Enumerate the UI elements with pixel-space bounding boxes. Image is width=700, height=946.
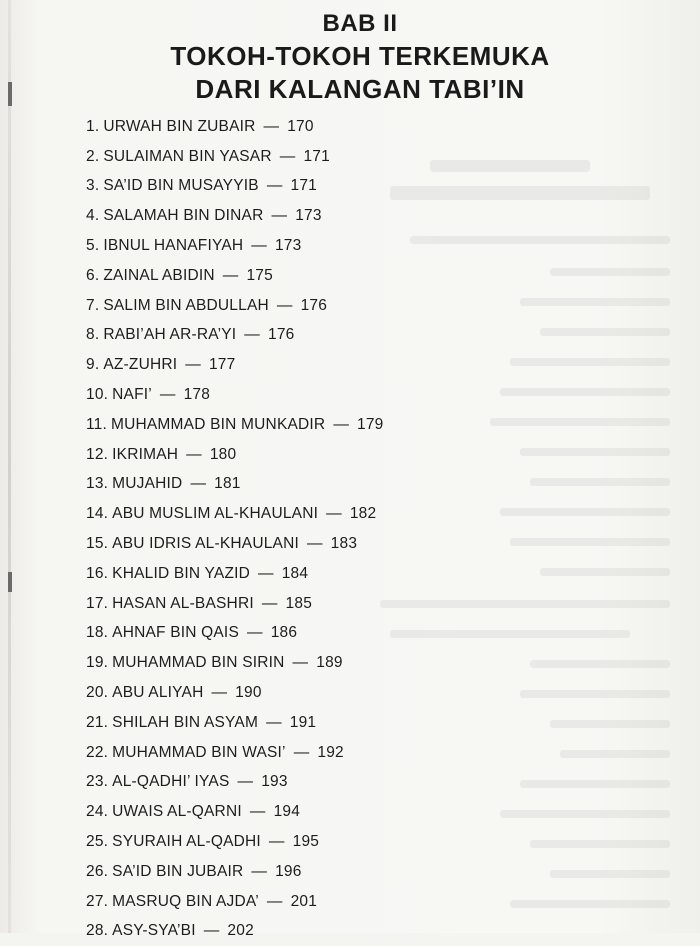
- toc-entry-page: 189: [316, 654, 343, 672]
- toc-entry: [86, 172, 646, 202]
- toc-entry: [86, 321, 646, 351]
- toc-entry-number: 3.: [86, 177, 100, 195]
- toc-entry-name: UWAIS AL-QARNI: [112, 803, 242, 821]
- toc-entry-name: KHALID BIN YAZID: [112, 564, 251, 582]
- toc-entry-number: 28.: [86, 922, 109, 940]
- toc-entry-name: SA’ID BIN MUSAYYIB: [103, 177, 259, 195]
- toc-entry-number: 19.: [86, 654, 109, 672]
- toc-entry-number: 22.: [86, 743, 109, 761]
- toc-entry-number: 13.: [86, 475, 109, 493]
- toc-entry-number: 18.: [86, 624, 109, 642]
- toc-entry: [86, 768, 646, 798]
- toc-entry: [86, 887, 646, 917]
- toc-entry: [86, 261, 646, 291]
- toc-entry-page: 171: [303, 147, 330, 165]
- toc-entry-separator: —: [211, 684, 228, 702]
- toc-entry-separator: —: [271, 207, 288, 225]
- table-of-contents: [86, 112, 646, 946]
- toc-entry: [86, 231, 646, 261]
- toc-entry-separator: —: [186, 445, 202, 463]
- toc-entry-separator: —: [266, 713, 282, 731]
- toc-entry-number: 1.: [86, 117, 100, 135]
- toc-entry-page: 192: [317, 743, 344, 761]
- toc-entry: [86, 827, 646, 857]
- toc-entry-page: 190: [235, 684, 262, 702]
- toc-entry-separator: —: [190, 475, 207, 493]
- margin-mark: [8, 82, 12, 106]
- toc-entry-page: 195: [292, 833, 320, 851]
- toc-entry-name: ABU MUSLIM AL-KHAULANI: [112, 505, 319, 523]
- toc-entry-separator: —: [266, 177, 283, 195]
- toc-entry-page: 194: [273, 803, 301, 821]
- toc-entry-number: 7.: [86, 296, 100, 314]
- toc-entry-page: 196: [275, 862, 302, 880]
- toc-entry: [86, 410, 646, 440]
- toc-entry-page: 185: [285, 594, 313, 612]
- toc-entry-page: 173: [274, 237, 302, 255]
- toc-entry-name: HASAN AL-BASHRI: [112, 594, 254, 612]
- chapter-title-line-2: DARI KALANGAN TABI’IN: [195, 74, 525, 104]
- toc-entry-name: SHILAH BIN ASYAM: [112, 713, 259, 731]
- toc-entry-page: 186: [270, 624, 298, 642]
- toc-entry-page: 176: [268, 326, 295, 344]
- toc-entry-separator: —: [293, 743, 310, 761]
- toc-entry-name: MUJAHID: [112, 475, 183, 493]
- toc-entry-name: MUHAMMAD BIN WASI’: [112, 743, 286, 761]
- toc-entry-number: 23.: [86, 773, 109, 791]
- toc-entry-page: 170: [287, 117, 314, 135]
- toc-entry-page: 180: [209, 445, 237, 463]
- toc-entry-name: SA’ID BIN JUBAIR: [112, 862, 244, 880]
- toc-entry-number: 21.: [86, 713, 109, 731]
- toc-entry-name: IKRIMAH: [112, 445, 179, 463]
- toc-entry: [86, 291, 646, 321]
- toc-entry: [86, 708, 646, 738]
- toc-entry: [86, 738, 646, 768]
- toc-entry-name: SALAMAH BIN DINAR: [103, 207, 264, 225]
- toc-entry-name: ZAINAL ABIDIN: [103, 266, 215, 284]
- toc-entry: [86, 142, 646, 172]
- toc-entry-name: MUHAMMAD BIN MUNKADIR: [111, 415, 326, 433]
- toc-entry: [86, 619, 646, 649]
- toc-entry-name: AZ-ZUHRI: [103, 356, 178, 374]
- toc-entry-page: 193: [261, 773, 288, 791]
- toc-entry: [86, 678, 646, 708]
- toc-entry: [86, 112, 646, 142]
- chapter-title-line-1: TOKOH-TOKOH TERKEMUKA: [170, 41, 550, 71]
- toc-entry: [86, 380, 646, 410]
- toc-entry-page: 191: [289, 713, 317, 731]
- toc-entry: [86, 499, 646, 529]
- toc-entry-separator: —: [222, 266, 239, 284]
- toc-entry-name: SALIM BIN ABDULLAH: [103, 296, 269, 314]
- toc-entry-separator: —: [249, 803, 266, 821]
- toc-entry-name: ABU IDRIS AL-KHAULANI: [112, 535, 299, 553]
- toc-entry-separator: —: [159, 386, 176, 404]
- toc-entry-separator: —: [237, 773, 254, 791]
- toc-entry: [86, 529, 646, 559]
- toc-entry-separator: —: [279, 147, 296, 165]
- toc-entry-separator: —: [203, 922, 220, 940]
- toc-entry-number: 6.: [86, 266, 100, 284]
- toc-entry-number: 15.: [86, 535, 109, 553]
- toc-entry-page: 171: [290, 177, 317, 195]
- toc-entry-name: ABU ALIYAH: [112, 684, 204, 702]
- toc-entry-name: URWAH BIN ZUBAIR: [103, 117, 256, 135]
- toc-entry-separator: —: [251, 862, 268, 880]
- toc-entry-separator: —: [333, 415, 350, 433]
- toc-entry: [86, 440, 646, 470]
- toc-entry-page: 175: [246, 266, 273, 284]
- toc-entry-page: 177: [208, 356, 236, 374]
- toc-entry-number: 27.: [86, 892, 109, 910]
- toc-entry-separator: —: [258, 564, 274, 582]
- toc-entry-separator: —: [263, 117, 280, 135]
- toc-entry-number: 8.: [86, 326, 100, 344]
- toc-entry-number: 11.: [86, 415, 107, 433]
- toc-entry-number: 24.: [86, 803, 109, 821]
- toc-entry-page: 176: [300, 296, 328, 314]
- chapter-heading: [150, 8, 570, 106]
- toc-entry-name: SULAIMAN BIN YASAR: [103, 147, 272, 165]
- toc-entry-separator: —: [244, 326, 260, 344]
- toc-entry: [86, 917, 646, 946]
- toc-entry-page: 202: [227, 922, 254, 940]
- toc-entry-name: RABI’AH AR-RA’YI: [103, 326, 237, 344]
- toc-entry-number: 10.: [86, 386, 109, 404]
- toc-entry-separator: —: [268, 833, 285, 851]
- toc-entry-separator: —: [266, 892, 283, 910]
- toc-entry-name: IBNUL HANAFIYAH: [103, 237, 244, 255]
- toc-entry-number: 5.: [86, 237, 100, 255]
- toc-entry-name: AHNAF BIN QAIS: [112, 624, 239, 642]
- toc-entry-number: 16.: [86, 564, 109, 582]
- toc-entry: [86, 648, 646, 678]
- toc-entry-separator: —: [261, 594, 278, 612]
- toc-entry-page: 184: [281, 564, 309, 582]
- toc-entry-separator: —: [292, 654, 309, 672]
- page-spine-shadow: [8, 0, 11, 933]
- toc-entry-number: 9.: [86, 356, 100, 374]
- toc-entry: [86, 350, 646, 380]
- chapter-label: BAB II: [322, 10, 398, 37]
- toc-entry-page: 181: [214, 475, 241, 493]
- toc-entry-separator: —: [326, 505, 342, 523]
- toc-entry-page: 182: [349, 505, 377, 523]
- toc-entry-number: 4.: [86, 207, 100, 225]
- margin-mark: [8, 572, 12, 592]
- toc-entry-number: 17.: [86, 594, 109, 612]
- toc-entry-page: 201: [290, 892, 318, 910]
- toc-entry-separator: —: [306, 535, 323, 553]
- toc-entry-number: 12.: [86, 445, 109, 463]
- toc-entry-number: 25.: [86, 833, 109, 851]
- toc-entry-separator: —: [185, 356, 201, 374]
- toc-entry-number: 26.: [86, 862, 109, 880]
- toc-entry-separator: —: [276, 296, 293, 314]
- toc-entry-page: 173: [295, 207, 322, 225]
- toc-entry-page: 183: [330, 535, 358, 553]
- toc-entry-number: 14.: [86, 505, 109, 523]
- toc-entry-name: AL-QADHI’ IYAS: [112, 773, 230, 791]
- toc-entry: [86, 559, 646, 589]
- toc-entry-name: NAFI’: [112, 386, 152, 404]
- toc-entry: [86, 797, 646, 827]
- toc-entry: [86, 201, 646, 231]
- toc-entry: [86, 470, 646, 500]
- toc-entry-number: 2.: [86, 147, 100, 165]
- toc-entry-name: MASRUQ BIN AJDA’: [112, 892, 259, 910]
- toc-entry-name: SYURAIH AL-QADHI: [112, 833, 261, 851]
- toc-entry-page: 179: [357, 415, 384, 433]
- toc-entry-separator: —: [251, 237, 267, 255]
- toc-entry-page: 178: [183, 386, 211, 404]
- toc-entry-name: MUHAMMAD BIN SIRIN: [112, 654, 285, 672]
- toc-entry-number: 20.: [86, 684, 109, 702]
- toc-entry-name: ASY-SYA’BI: [112, 922, 196, 940]
- toc-entry: [86, 589, 646, 619]
- toc-entry: [86, 857, 646, 887]
- toc-entry-separator: —: [246, 624, 263, 642]
